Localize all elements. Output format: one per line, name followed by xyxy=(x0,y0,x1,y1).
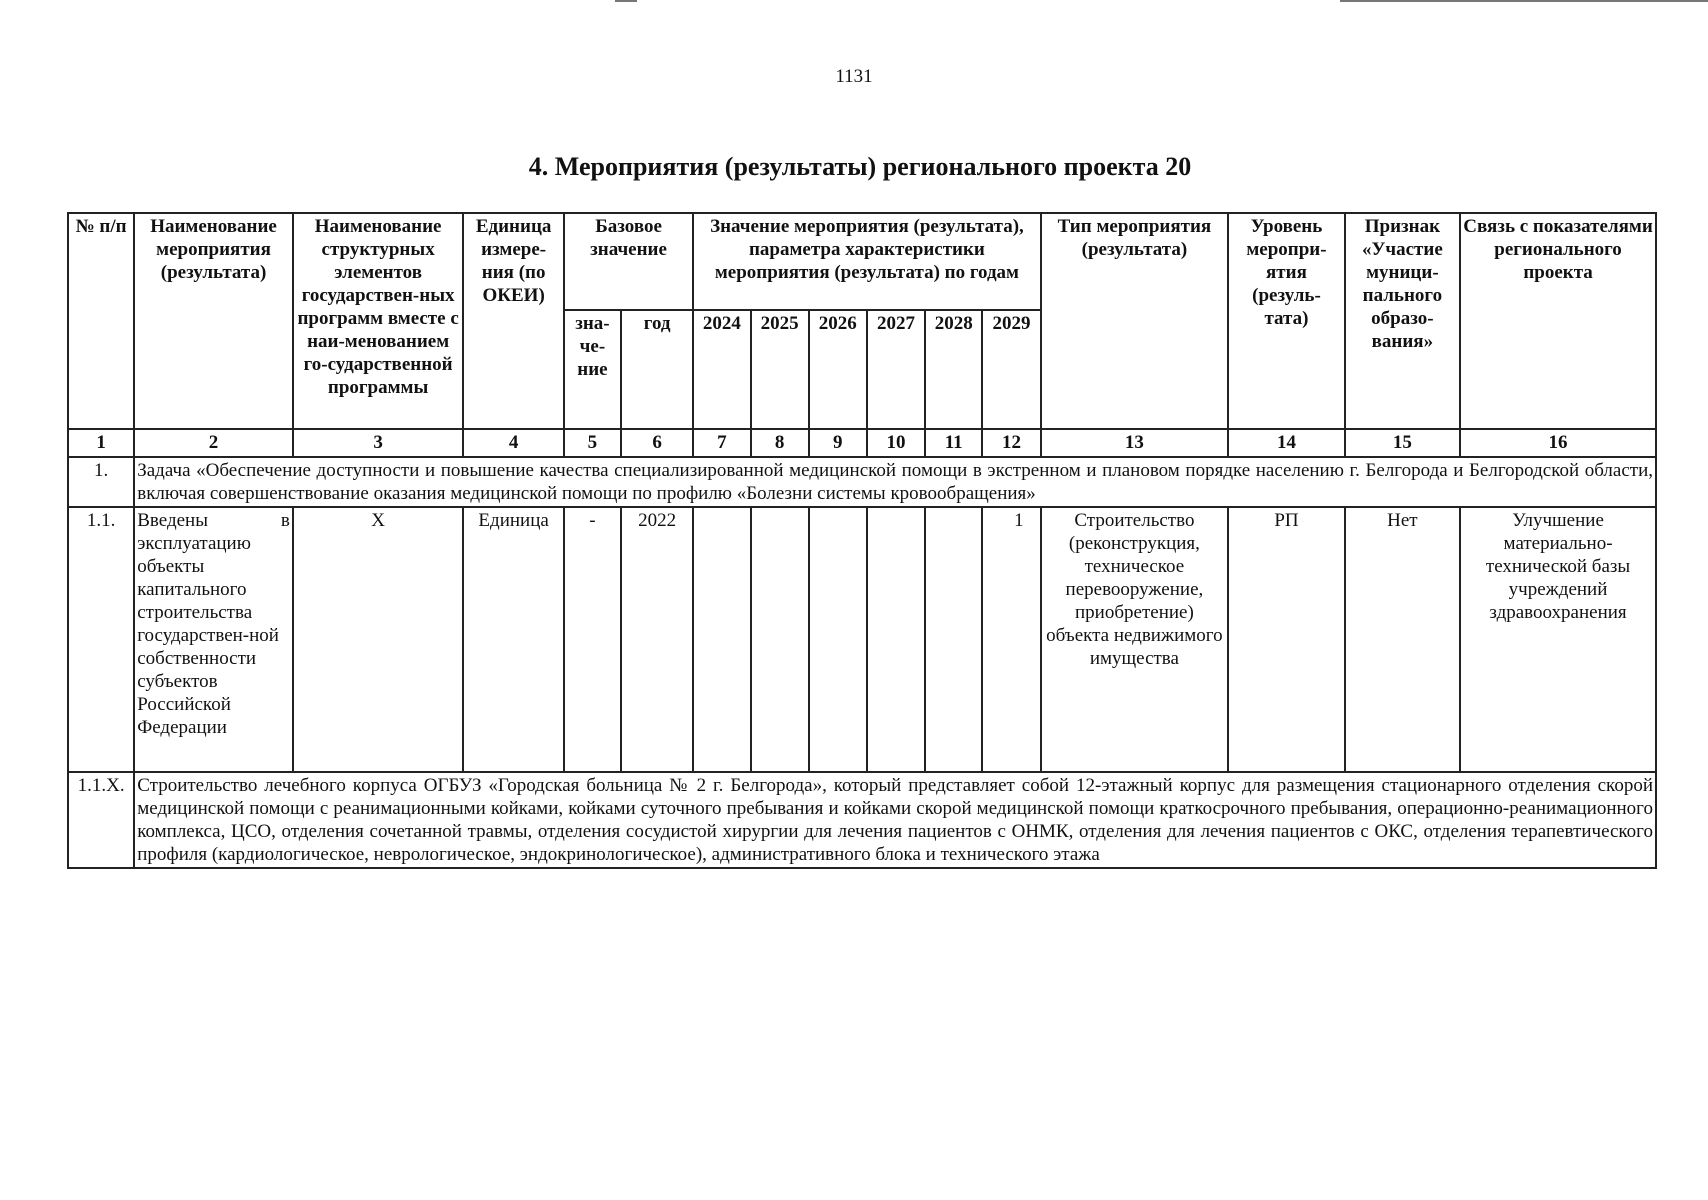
column-number: 5 xyxy=(564,429,621,457)
header-number: № п/п xyxy=(68,213,134,429)
column-number: 15 xyxy=(1345,429,1460,457)
header-activity-name: Наименование мероприятия (результата) xyxy=(134,213,293,429)
activity-name-first-line xyxy=(137,509,290,532)
column-number: 9 xyxy=(809,429,867,457)
activity-municipal-participation: Нет xyxy=(1345,507,1460,772)
header-year-2025: 2025 xyxy=(751,310,809,429)
column-number-row xyxy=(68,429,1656,457)
detail-row xyxy=(68,772,1656,868)
column-number: 16 xyxy=(1460,429,1656,457)
header-base-value: Базовое значение xyxy=(564,213,693,310)
activity-name-first-word: Введены xyxy=(137,510,208,531)
header-year-2027: 2027 xyxy=(867,310,925,429)
header-year-2029: 2029 xyxy=(982,310,1040,429)
page-title: 4. Мероприятия (результаты) регионального проекта 20 xyxy=(528,152,1192,181)
header-base-value-value: зна-че-ние xyxy=(564,310,621,429)
activity-name-rest: эксплуатацию объекты капитального строительства государствен-ной собственности субъектов Российской Федерации xyxy=(137,533,279,738)
activity-name-first-word-tail: в xyxy=(280,510,290,531)
header-values-by-year: Значение мероприятия (результата), параметра характеристики мероприятия (результата) по годам xyxy=(693,213,1040,310)
column-number: 12 xyxy=(982,429,1040,457)
task-number: 1. xyxy=(68,457,134,507)
page-number: 1131 xyxy=(835,66,873,87)
activity-row xyxy=(68,507,1656,772)
column-number: 3 xyxy=(293,429,464,457)
task-text: Задача «Обеспечение доступности и повышение качества специализированной медицинской помощи в экстренном и плановом порядке населению г. Белгорода и Белгородской области, включая совершенствование оказания медицинской помощи по профилю «Болезни системы кровообращения» xyxy=(134,457,1656,507)
header-municipal-participation: Признак «Участие муници-пального образо-вания» xyxy=(1345,213,1460,429)
header-unit: Единица измере-ния (по ОКЕИ) xyxy=(463,213,563,429)
header-activity-level: Уровень меропри-ятия (резуль-тата) xyxy=(1228,213,1344,429)
activity-level: РП xyxy=(1228,507,1344,772)
column-number: 1 xyxy=(68,429,134,457)
detail-text: Строительство лечебного корпуса ОГБУЗ «Городская больница № 2 г. Белгорода», который представляет собой 12-этажный корпус для размещения стационарного отделения скорой медицинской помощи с реанимационными койками, койками суточного пребывания и койками скорой медицинской помощи краткосрочного пребывания, операционно-реанимационного комплекса, ЦСО, отделения сочетанной травмы, отделения сосудистой хирургии для лечения пациентов с ОНМК, отделения для лечения пациентов с ОКС, отделения терапевтического профиля (кардиологическое, неврологическое, эндокринологическое), административного блока и технического этажа xyxy=(134,772,1656,868)
header-structural-elements: Наименование структурных элементов государствен-ных программ вместе с наи-менованием го-сударственной программы xyxy=(293,213,464,429)
column-number: 2 xyxy=(134,429,293,457)
activity-base-year: 2022 xyxy=(621,507,693,772)
activity-value-2028 xyxy=(925,507,982,772)
column-number: 14 xyxy=(1228,429,1344,457)
column-number: 8 xyxy=(751,429,809,457)
activity-unit: Единица xyxy=(463,507,563,772)
activity-value-2024 xyxy=(693,507,750,772)
scan-edge-mark xyxy=(1340,0,1708,2)
header-indicator-link: Связь с показателями регионального проекта xyxy=(1460,213,1656,429)
activity-structural-element: Х xyxy=(293,507,464,772)
column-number: 4 xyxy=(463,429,563,457)
column-number: 10 xyxy=(867,429,925,457)
header-base-value-year: год xyxy=(621,310,693,429)
activity-indicator-link: Улучшение материально-технической базы учреждений здравоохранения xyxy=(1460,507,1656,772)
task-row xyxy=(68,457,1656,507)
column-number: 11 xyxy=(925,429,982,457)
column-number: 13 xyxy=(1041,429,1229,457)
header-row xyxy=(68,213,1656,310)
activity-type: Строительство (реконструкция, техническое перевооружение, приобретение) объекта недвижимого имущества xyxy=(1041,507,1229,772)
activity-base-value: - xyxy=(564,507,621,772)
activity-value-2026 xyxy=(809,507,867,772)
column-number: 7 xyxy=(693,429,750,457)
detail-number: 1.1.Х. xyxy=(68,772,134,868)
activities-table xyxy=(67,212,1657,869)
activity-value-2025 xyxy=(751,507,809,772)
header-year-2024: 2024 xyxy=(693,310,750,429)
header-year-2028: 2028 xyxy=(925,310,982,429)
activity-value-2029: 1 xyxy=(982,507,1040,772)
column-number: 6 xyxy=(621,429,693,457)
activity-value-2027 xyxy=(867,507,925,772)
header-activity-type: Тип мероприятия (результата) xyxy=(1041,213,1229,429)
activity-number: 1.1. xyxy=(68,507,134,772)
activity-name xyxy=(134,507,293,772)
scan-edge-mark xyxy=(615,0,637,2)
header-year-2026: 2026 xyxy=(809,310,867,429)
